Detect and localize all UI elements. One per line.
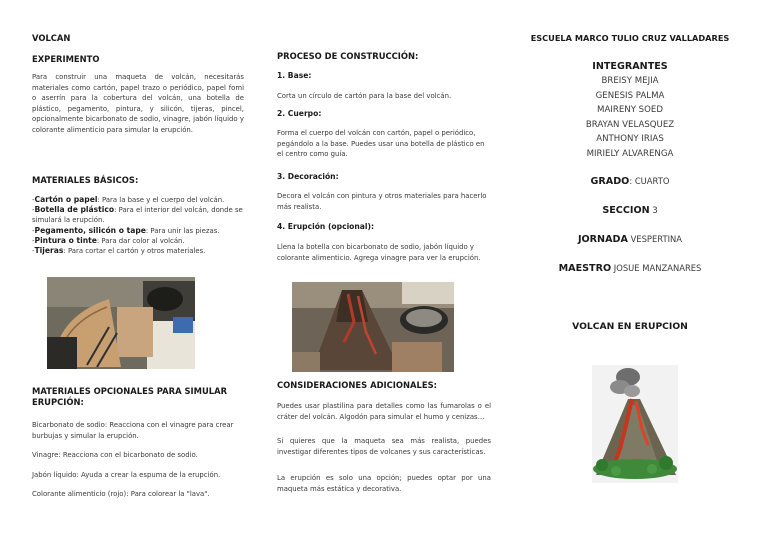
step-title: 1. Base: xyxy=(277,71,312,80)
jornada-line: JORNADA VESPERTINA xyxy=(577,234,683,245)
step-title: 3. Decoración: xyxy=(277,172,339,181)
seccion-line: SECCION 3 xyxy=(602,205,658,216)
member-name: BREISY MEJIA xyxy=(601,76,659,86)
step-text: Llena la botella con bicarbonato de sodio, jabón líquido y colorante alimenticio. Agrega vinagre para ver la erupción. xyxy=(277,243,481,262)
grado-line: GRADO: CUARTO xyxy=(590,176,670,187)
consideraciones-heading: CONSIDERACIONES ADICIONALES: xyxy=(277,380,437,390)
opcional-item: Bicarbonato de sodio: Reacciona con el vinagre para crear burbujas y simular la erupción. xyxy=(32,421,234,440)
step-title: 4. Erupción (opcional): xyxy=(277,222,375,231)
integrantes-heading: INTEGRANTES xyxy=(592,61,668,72)
member-name: MAIRENY SOED xyxy=(597,105,663,116)
materiales-heading: MATERIALES BÁSICOS: xyxy=(32,175,139,185)
consideraciones-text: Si quieres que la maqueta sea más realista, puedes investigar diferentes tipos de volcanes y sus características. xyxy=(277,437,491,456)
experimento-text: Para construir una maqueta de volcán, necesitarás materiales como cartón, papel trazo o periódico, papel fomi o aserrín para la cobertura del volcán, una botella de plástico, pegamento, pintura, y silicón, tijeras, pincel, opcionalmente bicarbonato de sodio, vinagre, jabón líquido y colorante alimenticio para simular la erupción. xyxy=(32,73,244,134)
material-item: -Pegamento, silicón o tape: Para unir las piezas. xyxy=(32,225,220,235)
proceso-heading: PROCESO DE CONSTRUCCIÓN: xyxy=(277,51,419,61)
member-name: BRAYAN VELASQUEZ xyxy=(585,119,675,130)
experimento-heading: EXPERIMENTO xyxy=(32,54,100,64)
opcional-item: Vinagre: Reacciona con el bicarbonato de sodio. xyxy=(32,451,198,459)
step-title: 2. Cuerpo: xyxy=(277,109,322,118)
member-name: ANTHONY IRIAS xyxy=(596,134,664,145)
step-text: Corta un círculo de cartón para la base del volcán. xyxy=(277,92,452,100)
material-item: -Tijeras: Para cortar el cartón y otros materiales. xyxy=(32,246,206,256)
photo-erupting-volcano xyxy=(592,365,678,483)
members-list xyxy=(530,74,730,162)
materiales-list xyxy=(32,195,244,256)
member-name: MIRIELY ALVARENGA xyxy=(586,148,674,159)
maestro-line: MAESTRO JOSUE MANZANARES xyxy=(558,263,702,274)
material-item: -Botella de plástico: Para el interior del volcán, donde se simulará la erupción. xyxy=(32,205,243,225)
material-item: -Pintura o tinte: Para dar color al volcán. xyxy=(32,235,185,245)
opcional-item: Jabón líquido: Ayuda a crear la espuma de la erupción. xyxy=(32,471,221,479)
doc-title: VOLCAN xyxy=(32,33,71,43)
opcionales-heading: MATERIALES OPCIONALES PARA SIMULAR ERUPCIÓN: xyxy=(32,386,228,407)
material-item: -Cartón o papel: Para la base y el cuerpo del volcán. xyxy=(32,195,225,204)
school-name: ESCUELA MARCO TULIO CRUZ VALLADARES xyxy=(530,33,730,43)
opcional-item: Colorante alimenticio (rojo): Para colorear la "lava". xyxy=(32,490,210,498)
step-text: Decora el volcán con pintura y otros materiales para hacerlo más realista. xyxy=(277,192,487,211)
member-name: GENESIS PALMA xyxy=(595,90,665,101)
consideraciones-text: Puedes usar plastilina para detalles como las fumarolas o el cráter del volcán. Algodón para simular el humo y cenizas… xyxy=(277,402,491,421)
photo-cardboard-cone xyxy=(47,277,195,369)
volcan-title: VOLCAN EN ERUPCION xyxy=(572,321,688,332)
consideraciones-text: La erupción es solo una opción; puedes optar por una maqueta más estática y decorativa. xyxy=(277,474,491,493)
photo-painted-volcano xyxy=(292,282,454,372)
step-text: Forma el cuerpo del volcán con cartón, papel o periódico, pegándolo a la base. Puedes usar una botella de plástico en el centro como guía. xyxy=(277,129,485,158)
